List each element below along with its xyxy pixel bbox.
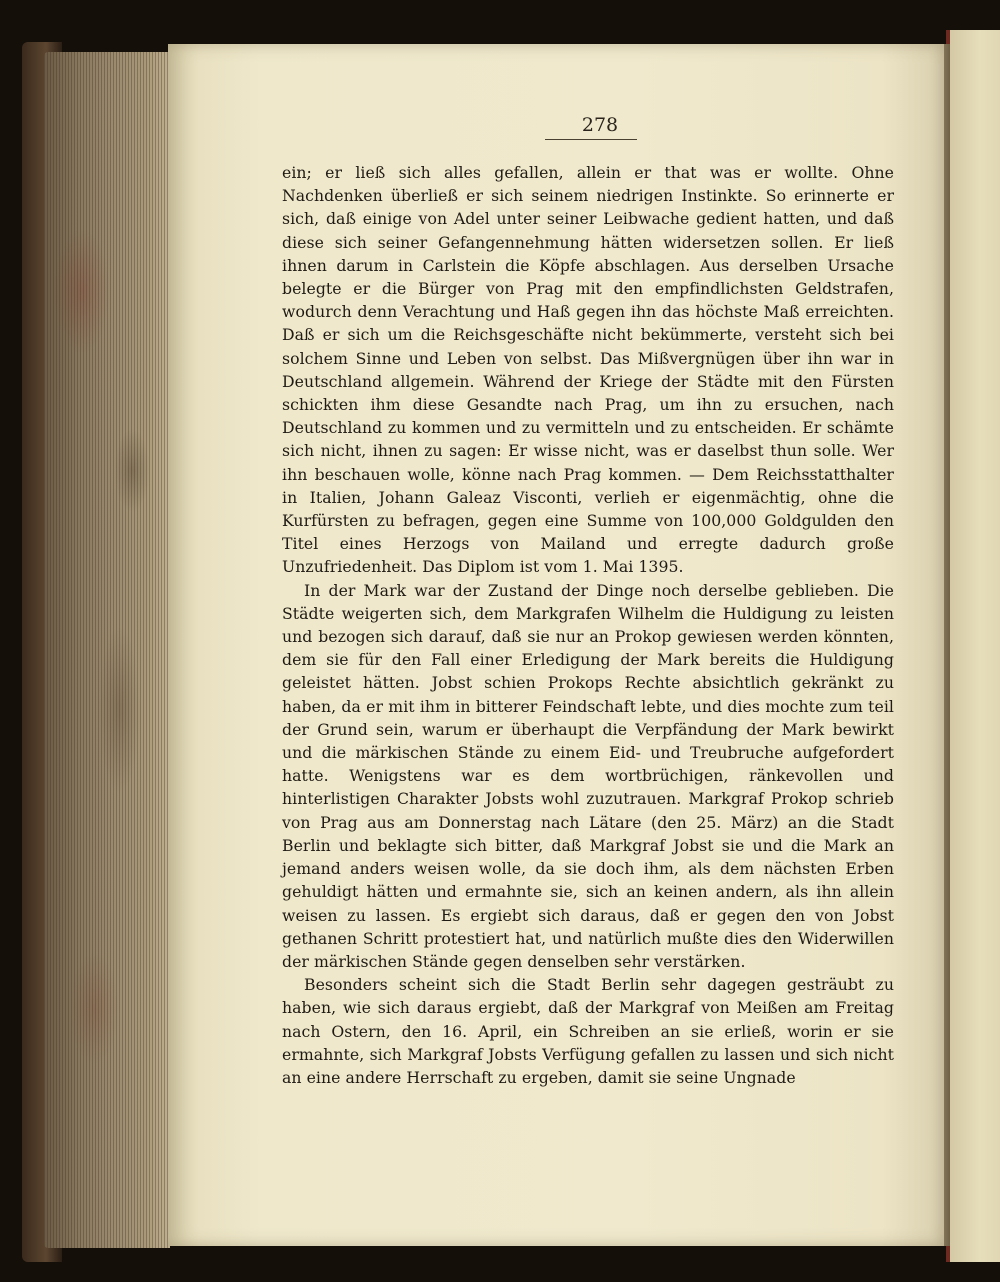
body-text: [282, 161, 894, 1089]
paragraph-2: In der Mark war der Zustand der Dinge noch derselbe geblieben. Die Städte weigerten sich, dem Markgrafen Wilhelm die Huldigung zu leisten und bezogen sich darauf, daß sie nur an Prokop gewiesen werden könnten, dem sie für den Fall einer Erledigung der Mark bereits die Huldigung geleistet hätten. Jobst schien Prokops Rechte absichtlich gekränkt zu haben, da er mit ihm in bitterer Feindschaft lebte, und dies mochte zum teil der Grund sein, warum er überhaupt die Verpfändung der Mark bewirkt und die märkischen Stände zu einem Eid- und Treubruche aufgefordert hatte. Wenigstens war es dem wortbrüchigen, ränkevollen und hinterlistigen Charakter Jobsts wohl zuzutrauen. Markgraf Prokop schrieb von Prag aus am Donnerstag nach Lätare (den 25. März) an die Stadt Berlin und beklagte sich bitter, daß Markgraf Jobst sie und die Mark an jemand anders weisen wolle, da sie doch ihm, als dem nächsten Erben gehuldigt hätten und ermahnte sie, sich an keinen andern, als ihn allein weisen zu lassen. Es ergiebt sich daraus, daß er gegen den von Jobst gethanen Schritt protestiert hat, und natürlich mußte dies den Widerwillen der märkischen Stände gegen denselben sehr verstärken.: [282, 580, 894, 971]
page-edges: [44, 52, 170, 1248]
paragraph-1: ein; er ließ sich alles gefallen, allein er that was er wollte. Ohne Nachdenken überließ er sich seinem niedrigen Instinkte. So erinnerte er sich, daß einige von Adel unter seiner Leibwache gedient hatten, und daß diese sich seiner Gefangennehmung hätten widersetzen sollen. Er ließ ihnen darum in Carlstein die Köpfe abschlagen. Aus derselben Ursache belegte er die Bürger von Prag mit den empfindlichsten Geldstrafen, wodurch denn Verachtung und Haß gegen ihn das höchste Maß erreichten. Daß er sich um die Reichsgeschäfte nicht bekümmerte, versteht sich bei solchem Sinne und Leben von selbst. Das Mißvergnügen über ihn war in Deutschland allgemein. Während der Kriege der Städte mit den Fürsten schickten ihm diese Gesandte nach Prag, um ihn zu ersuchen, nach Deutschland zu kommen und zu vermitteln und zu entscheiden. Er schämte sich nicht, ihnen zu sagen: Er wisse nicht, was er daselbst thun solle. Wer ihn beschauen wolle, könne nach Prag kommen. — Dem Reichsstatthalter in Italien, Johann Galeaz Visconti, verlieh er eigenmächtig, ohne die Kurfürsten zu befragen, gegen eine Summe von 100,000 Goldgulden den Titel eines Herzogs von Mailand und erregte dadurch große Unzufriedenheit. Das Diplom ist vom 1. Mai 1395.: [282, 163, 894, 577]
facing-page-edge: [950, 30, 1000, 1262]
page-number: 278: [581, 114, 619, 136]
paragraph-3: Besonders scheint sich die Stadt Berlin sehr dagegen gesträubt zu haben, wie sich daraus ergiebt, daß der Markgraf von Meißen am Freitag nach Ostern, den 16. April, ein Schreiben an sie erließ, worin er sie ermahnte, sich Markgraf Jobsts Verfügung gefallen zu lassen und sich nicht an eine andere Herrschaft zu ergeben, damit sie seine Ungnade: [282, 975, 894, 1087]
page-number-rule: [545, 139, 637, 140]
